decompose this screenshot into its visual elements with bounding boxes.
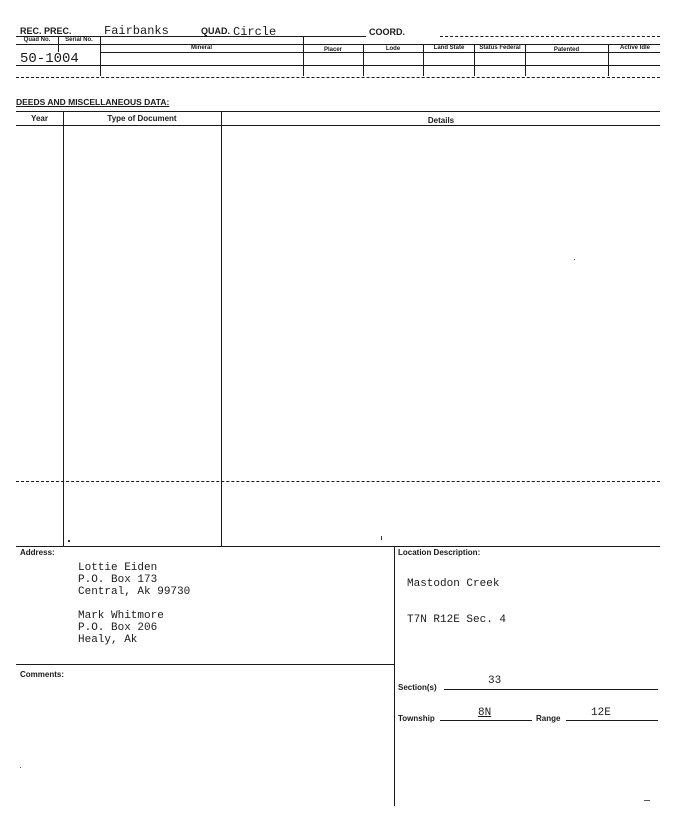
section-label: Section(s): [398, 683, 437, 692]
col-divider: [100, 36, 101, 76]
address-contact-1: [78, 562, 190, 598]
col-quad-no: Quad No.: [23, 37, 51, 43]
location-label: Location Description:: [398, 548, 481, 557]
deeds-dashed-rule: [16, 481, 660, 482]
deeds-header-top-rule: [16, 111, 660, 112]
col-divider: [303, 36, 304, 76]
range-value: 12E: [591, 707, 611, 719]
comments-top-rule: [16, 664, 394, 665]
rec-prec-value: Fairbanks: [104, 24, 169, 38]
contact-po-box: P.O. Box 173: [78, 574, 158, 586]
comments-label: Comments:: [20, 670, 65, 679]
rec-prec-label: REC. PREC.: [20, 26, 72, 36]
col-serial-no: Serial No.: [65, 37, 93, 43]
contact-name: Lottie Eiden: [78, 562, 158, 574]
contact-city: Healy, Ak: [78, 634, 138, 646]
contact-name: Mark Whitmore: [78, 610, 164, 622]
scan-speck: [574, 259, 575, 260]
scan-speck: [381, 536, 382, 540]
section-rule: [444, 689, 658, 690]
address-label: Address:: [20, 548, 55, 557]
range-label: Range: [536, 714, 561, 723]
deeds-header-bottom-rule: [16, 125, 660, 126]
col-patented: Patented: [553, 47, 580, 53]
col-status-federal: Status Federal: [479, 45, 521, 51]
entry-rule: [16, 65, 660, 66]
township-rule: [440, 720, 532, 721]
quad-value: Circle: [233, 25, 277, 39]
col-placer: Placer: [323, 47, 342, 53]
scan-speck: [644, 800, 650, 801]
quad-label: QUAD.: [201, 26, 230, 36]
deeds-bottom-rule: [16, 546, 660, 547]
col-year: Year: [31, 114, 48, 123]
col-lode: Lode: [385, 46, 401, 52]
coord-rule: [440, 36, 660, 37]
col-divider: [608, 44, 609, 76]
section-value: 33: [488, 675, 502, 687]
col-land-state: Land State: [433, 45, 465, 51]
scan-speck: [68, 540, 70, 542]
scan-speck: [20, 767, 21, 768]
col-divider: [58, 36, 59, 52]
contact-city: Central, Ak 99730: [78, 586, 191, 598]
location-line-2: T7N R12E Sec. 4: [407, 614, 507, 626]
record-number: 50-1004: [20, 51, 79, 67]
township-label: Township: [398, 714, 435, 723]
address-contact-2: [78, 610, 164, 646]
col-divider: [474, 44, 475, 76]
col-type-of-document: Type of Document: [107, 114, 177, 123]
contact-po-box: P.O. Box 206: [78, 622, 158, 634]
range-rule: [566, 720, 658, 721]
lower-col-divider: [394, 546, 395, 806]
col-divider: [423, 44, 424, 76]
entry-dashed-rule: [16, 77, 660, 78]
col-active-idle: Active Idle: [619, 45, 650, 51]
township-value: 8N: [478, 707, 492, 719]
col-mineral: Mineral: [190, 45, 212, 51]
deeds-section-title: DEEDS AND MISCELLANEOUS DATA:: [16, 97, 170, 107]
col-details: Details: [427, 116, 455, 125]
coord-label: COORD.: [369, 27, 405, 37]
location-line-1: Mastodon Creek: [407, 578, 500, 590]
